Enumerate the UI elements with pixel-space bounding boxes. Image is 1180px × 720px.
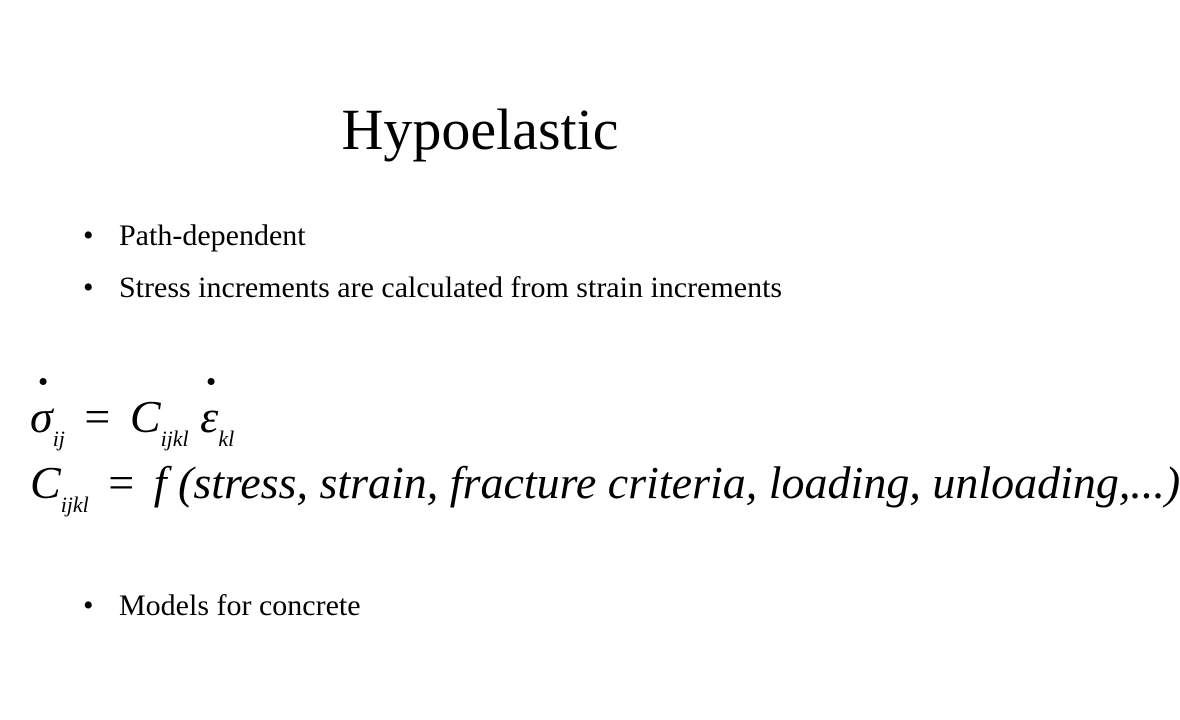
subscript: ijkl bbox=[160, 426, 189, 451]
subscript: ij bbox=[52, 426, 65, 451]
equation-stress-rate bbox=[30, 392, 234, 450]
bullet-item bbox=[83, 268, 843, 308]
equation-modulus-function bbox=[30, 458, 1180, 516]
bullet-text: Path-dependent bbox=[119, 219, 306, 252]
slide-title: Hypoelastic bbox=[341, 97, 619, 162]
function-expression: f (stress, strain, fracture criteria, loading, unloading,...) bbox=[153, 457, 1180, 508]
epsilon-dot-symbol: ε bbox=[200, 392, 218, 442]
bullet-text: Stress increments are calculated from strain increments bbox=[119, 271, 783, 304]
bullet-item bbox=[83, 216, 843, 256]
bullet-list bbox=[83, 216, 843, 320]
bullet-item bbox=[83, 586, 843, 626]
bullet-text: Models for concrete bbox=[119, 589, 361, 622]
bullet-dot-icon: • bbox=[83, 271, 94, 304]
subscript: ijkl bbox=[60, 492, 89, 517]
bullet-dot-icon: • bbox=[83, 219, 94, 252]
sigma-dot-symbol: σ bbox=[30, 392, 53, 442]
modulus-symbol: C bbox=[30, 457, 61, 508]
equals-sign: = bbox=[84, 391, 111, 442]
tangent-modulus-symbol: C bbox=[129, 391, 161, 442]
dot-icon bbox=[40, 378, 47, 385]
equations bbox=[30, 380, 1180, 520]
subscript: kl bbox=[218, 426, 235, 451]
bullet-dot-icon: • bbox=[83, 589, 94, 622]
equals-sign: = bbox=[108, 457, 135, 508]
dot-icon bbox=[208, 378, 215, 385]
